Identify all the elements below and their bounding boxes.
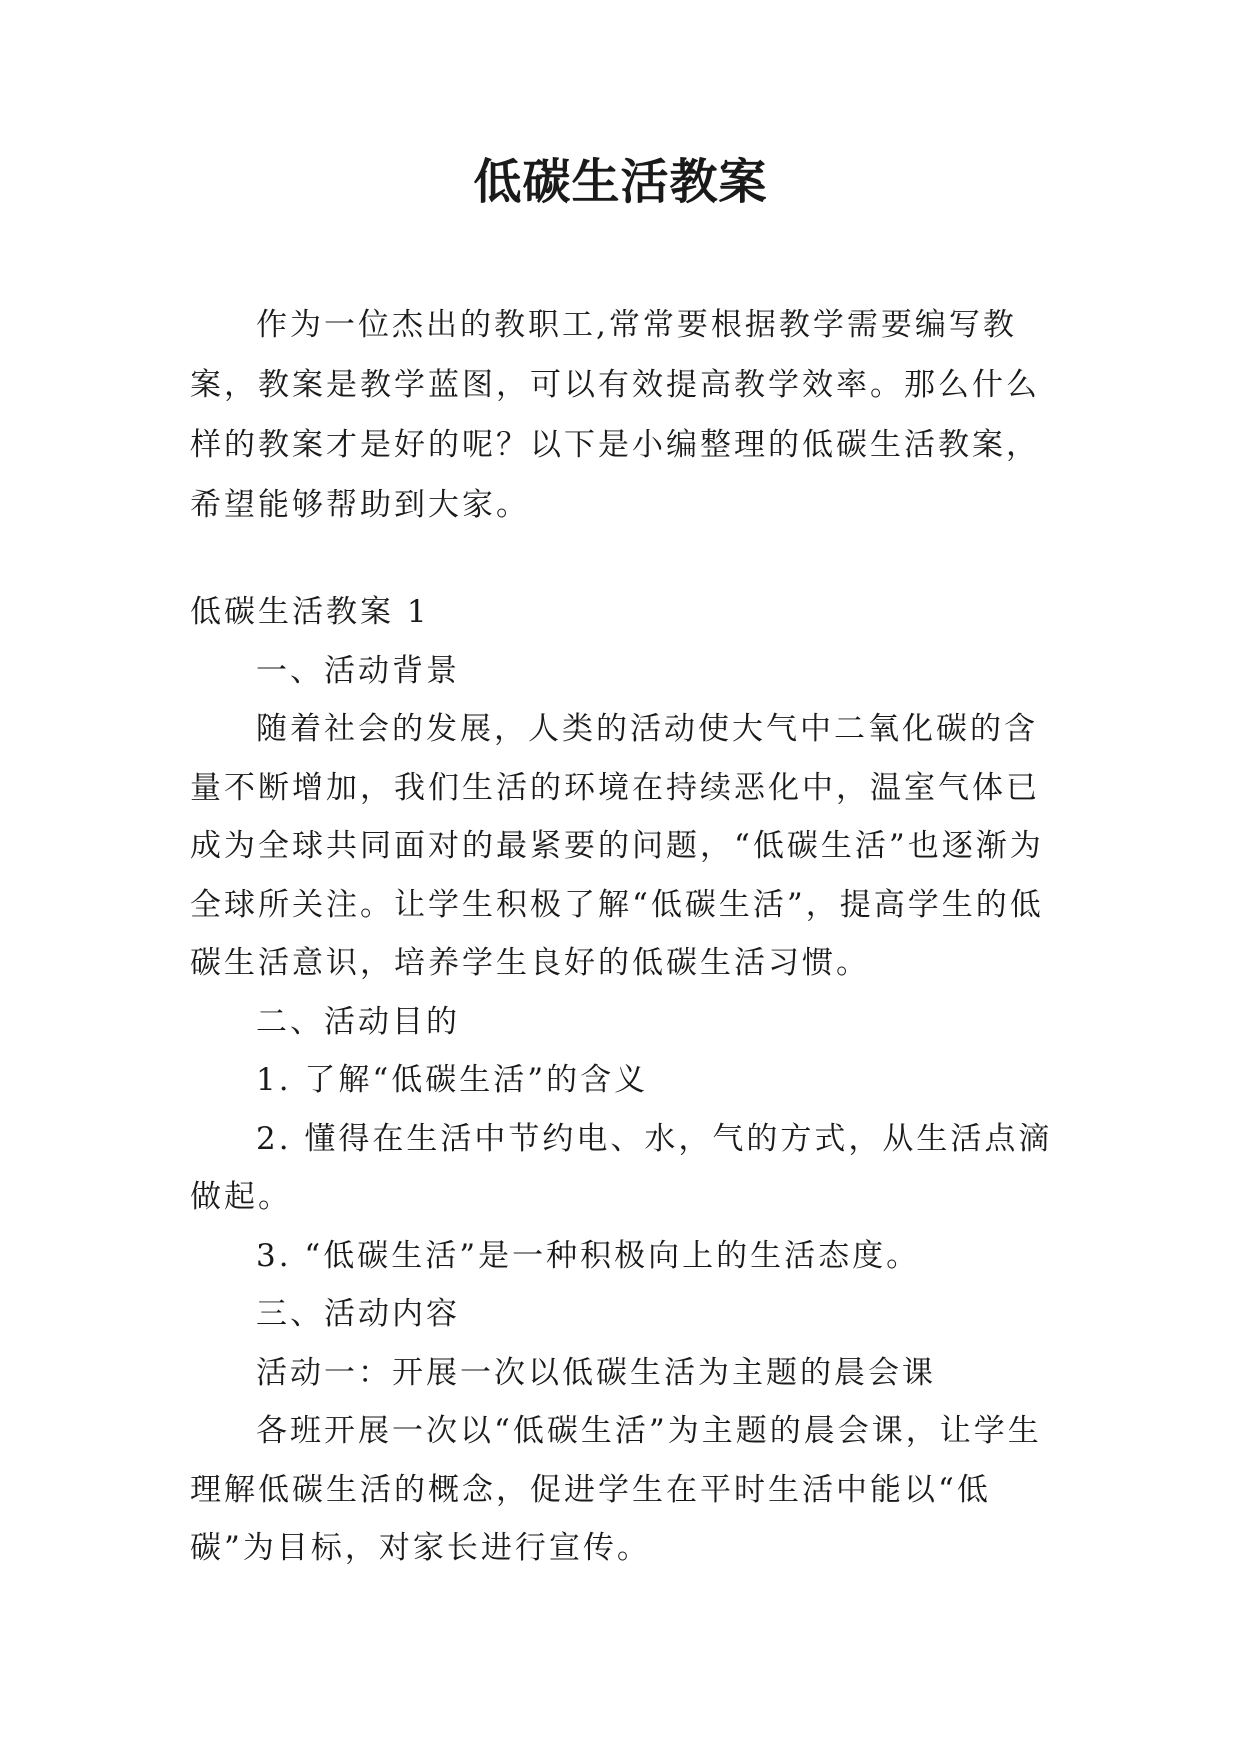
subheading-background: 一、活动背景 (256, 652, 460, 689)
activity-one-paragraph: 各班开展一次以“低碳生活”为主题的晨会课，让学生理解低碳生活的概念，促进学生在平时生活中能以“低碳”为目标，对家长进行宣传。 (190, 1413, 1042, 1566)
document-title: 低碳生活教案 (473, 154, 768, 210)
activity-one-heading: 活动一：开展一次以低碳生活为主题的晨会课 (256, 1354, 936, 1391)
section-heading: 低碳生活教案 1 (190, 594, 430, 630)
subheading-content: 三、活动内容 (256, 1296, 460, 1332)
purpose-item-1: 1. 了解“低碳生活”的含义 (256, 1062, 649, 1098)
paragraph-background: 随着社会的发展，人类的活动使大气中二氧化碳的含量不断增加，我们生活的环境在持续恶化中，温室气体已成为全球共同面对的最紧要的问题，“低碳生活”也逐渐为全球所关注。让学生积极了解“低碳生活”，提高学生的低碳生活意识，培养学生良好的低碳生活习惯。 (190, 711, 1044, 981)
purpose-item-3: 3. “低碳生活”是一种积极向上的生活态度。 (256, 1237, 921, 1274)
subheading-purpose: 二、活动目的 (256, 1003, 460, 1040)
purpose-item-2: 2. 懂得在生活中节约电、水，气的方式，从生活点滴做起。 (190, 1120, 1053, 1215)
intro-paragraph: 作为一位杰出的教职工,常常要根据教学需要编写教案，教案是教学蓝图，可以有效提高教学效率。那么什么样的教案才是好的呢？以下是小编整理的低碳生活教案，希望能够帮助到大家。 (190, 307, 1040, 523)
lesson-plan-section (190, 583, 1070, 1578)
